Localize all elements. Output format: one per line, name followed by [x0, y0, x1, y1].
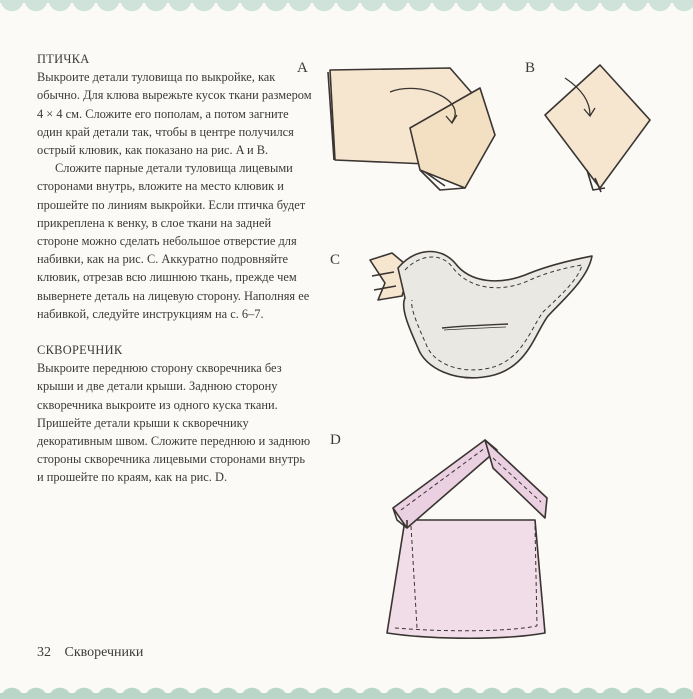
- bird-paragraph-2: Сложите парные детали туловища лицевыми сторонами внутрь, вложите на место клювик и прошейте по линиям выкройки. Если птичка будет прикреплена к венку, в слое ткани на задней стороне можно сделать небольшое отверстие для набивки, как на рис. C. Аккуратно подровняйте клювик, отрезав всю лишнюю ткань, прежде чем вывернете деталь на лицевую сторону. Наполняя ее набивкой, следуйте инструкциям на с. 6–7.: [37, 161, 310, 321]
- running-title: Скворечники: [64, 645, 144, 660]
- section-heading-birdhouse: СКВОРЕЧНИК: [37, 343, 123, 358]
- bird-paragraph-1: Выкроите детали туловища по выкройке, как обычно. Для клюва вырежьте кусок ткани размером 4 × 4 см. Сложите его пополам, а потом загните один край детали так, чтобы в центре получился острый клювик, как показано на рис. A и B.: [37, 70, 312, 158]
- birdhouse-paragraph-1: Выкроите переднюю сторону скворечника без крыши и две детали крыши. Заднюю сторону скворечника выкроите из одного куска ткани. Пришейте детали крыши к скворечнику декоративным швом. Сложите переднюю и заднюю стороны скворечника лицевыми сторонами внутрь и прошейте по краям, как на рис. D.: [37, 361, 311, 485]
- figure-c-stitched-bird: [360, 238, 600, 388]
- house-body: [387, 520, 545, 638]
- bird-body: [398, 252, 592, 378]
- page-footer: [37, 645, 143, 661]
- figure-a-folded-beak: [320, 60, 520, 200]
- top-scallop-border: [0, 0, 693, 20]
- instructions-column: [37, 50, 312, 487]
- bottom-scallop-border: [0, 677, 693, 699]
- section-heading-bird: ПТИЧКА: [37, 52, 90, 66]
- figure-label-a: A: [297, 60, 308, 76]
- roof-left: [393, 440, 497, 528]
- figure-label-b: B: [525, 60, 536, 76]
- figure-label-c: C: [330, 252, 341, 268]
- page-number: 32: [37, 645, 51, 660]
- figure-b-pointed-beak: [535, 60, 665, 200]
- figure-d-birdhouse: [385, 428, 570, 653]
- figure-label-d: D: [330, 432, 341, 448]
- beak-fabric-top: [545, 65, 650, 188]
